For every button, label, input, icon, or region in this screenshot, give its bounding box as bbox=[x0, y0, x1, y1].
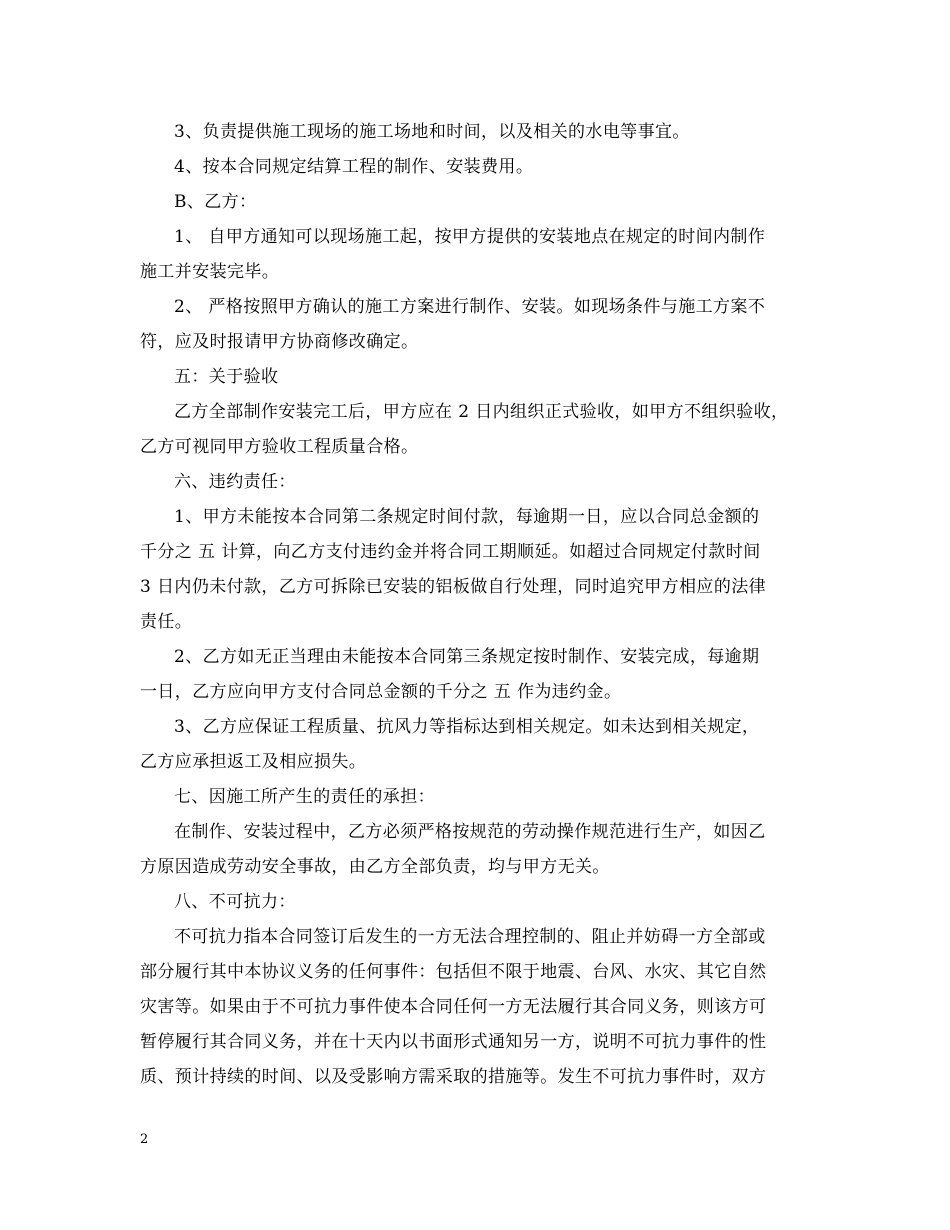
text-line: 暂停履行其合同义务，并在十天内以书面形式通知另一方，说明不可抗力事件的性 bbox=[140, 1032, 767, 1052]
text-line: 1、甲方未能按本合同第二条规定时间付款，每逾期一日，应以合同总金额的 bbox=[174, 507, 760, 527]
text-line: 千分之 五 计算，向乙方支付违约金并将合同工期顺延。如超过合同规定付款时间 bbox=[140, 542, 761, 562]
section-heading: 五：关于验收 bbox=[174, 367, 279, 387]
page-number: 2 bbox=[140, 1132, 149, 1147]
text-line: 责任。 bbox=[140, 612, 193, 632]
text-line: 一日，乙方应向甲方支付合同总金额的千分之 五 作为违约金。 bbox=[140, 682, 622, 702]
text-line: 乙方应承担返工及相应损失。 bbox=[140, 752, 367, 772]
text-line: 4、按本合同规定结算工程的制作、安装费用。 bbox=[174, 157, 534, 177]
document-body bbox=[140, 115, 820, 1095]
text-line: 在制作、安装过程中，乙方必须严格按规范的劳动操作规范进行生产，如因乙 bbox=[174, 822, 766, 842]
section-heading: 七、因施工所产生的责任的承担： bbox=[174, 787, 435, 807]
text-line: 乙方可视同甲方验收工程质量合格。 bbox=[140, 437, 419, 457]
text-line: 施工并安装完毕。 bbox=[140, 262, 280, 282]
text-line: 3、负责提供施工现场的施工场地和时间，以及相关的水电等事宜。 bbox=[174, 122, 690, 142]
section-heading: B、乙方： bbox=[174, 192, 257, 212]
text-line: 符，应及时报请甲方协商修改确定。 bbox=[140, 332, 419, 352]
section-heading: 八、不可抗力： bbox=[174, 892, 296, 912]
text-line: 1、 自甲方通知可以现场施工起，按甲方提供的安装地点在规定的时间内制作 bbox=[174, 227, 766, 247]
text-line: 乙方全部制作安装完工后，甲方应在 2 日内组织正式验收，如甲方不组织验收， bbox=[174, 402, 789, 422]
text-line: 质、预计持续的时间、以及受影响方需采取的措施等。发生不可抗力事件时，双方 bbox=[140, 1067, 767, 1087]
text-line: 灾害等。如果由于不可抗力事件使本合同任何一方无法履行其合同义务，则该方可 bbox=[140, 997, 767, 1017]
text-line: 2、乙方如无正当理由未能按本合同第三条规定按时制作、安装完成，每逾期 bbox=[174, 647, 760, 667]
text-line: 2、 严格按照甲方确认的施工方案进行制作、安装。如现场条件与施工方案不 bbox=[174, 297, 766, 317]
text-line: 部分履行其中本协议义务的任何事件：包括但不限于地震、台风、水灾、其它自然 bbox=[140, 962, 767, 982]
section-heading: 六、违约责任： bbox=[174, 472, 296, 492]
text-line: 3、乙方应保证工程质量、抗风力等指标达到相关规定。如未达到相关规定， bbox=[174, 717, 760, 737]
text-line: 3 日内仍未付款，乙方可拆除已安装的铝板做自行处理，同时追究甲方相应的法律 bbox=[140, 577, 767, 597]
text-line: 不可抗力指本合同签订后发生的一方无法合理控制的、阻止并妨碍一方全部或 bbox=[174, 927, 766, 947]
text-line: 方原因造成劳动安全事故，由乙方全部负责，均与甲方无关。 bbox=[140, 857, 610, 877]
